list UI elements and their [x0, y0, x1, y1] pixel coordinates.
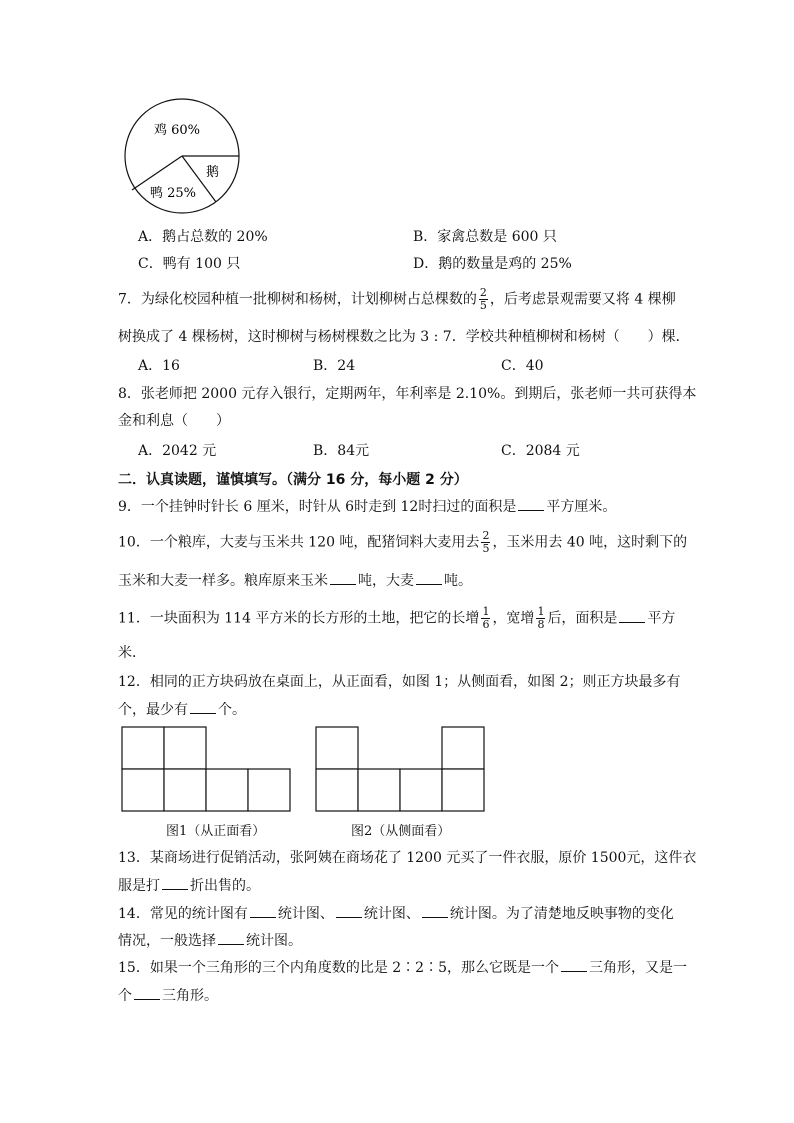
q11-fraction-1: [481, 606, 490, 631]
q11-fraction-2: [536, 606, 545, 631]
q6-option-b[interactable]: B．家禽总数是 600 只: [413, 229, 557, 245]
q7-text-b: ，后考虑景观需要又将 4 棵柳: [489, 291, 676, 308]
figure-2-caption: 图2（从侧面看）: [351, 824, 451, 839]
q10-blank-corn[interactable]: [330, 570, 356, 585]
q10-text-e: 吨。: [444, 573, 472, 589]
q10-blank-barley[interactable]: [416, 570, 442, 585]
q11-frac2-num: 1: [537, 605, 545, 618]
fig2-square: [442, 727, 484, 769]
q6-option-c[interactable]: C．鸭有 100 只: [138, 256, 241, 272]
section-2-title: 二．认真读题，谨慎填写。（满分 16 分，每小题 2 分）: [118, 472, 468, 488]
q15-text-a: 15．如果一个三角形的三个内角度数的比是 2∶2∶5，那么它既是一个: [118, 960, 559, 976]
q7-line2: 树换成了 4 棵杨树，这时柳树与杨树棵数之比为 3 : 7．学校共种植柳树和杨树（ ）棵．: [118, 329, 690, 345]
fig2-square: [358, 769, 400, 811]
q14-text-a: 14．常见的统计图有: [118, 906, 248, 922]
fig1-square: [206, 769, 248, 811]
q15-text-d: 三角形。: [162, 988, 218, 1004]
q14-blank-1[interactable]: [250, 903, 276, 918]
q10-frac-num: 2: [482, 529, 490, 542]
q14-text-e: 情况，一般选择: [118, 933, 216, 949]
fig2-square: [400, 769, 442, 811]
q15-blank-2[interactable]: [134, 985, 160, 1000]
q13-text-a: 服是打: [118, 878, 160, 894]
q7-fraction: [479, 287, 488, 312]
q12-text-a: 个，最少有: [118, 702, 188, 718]
figure-2-side-view: [315, 726, 487, 814]
figure-1-front-view: [121, 726, 293, 814]
q9-text-b: 平方厘米。: [546, 499, 617, 515]
pie-label-duck: 鸭 25%: [150, 186, 197, 201]
fig1-square: [164, 769, 206, 811]
q14-text-f: 统计图。: [246, 933, 302, 949]
q11-frac1-den: 6: [482, 618, 490, 631]
q14-text-c: 统计图、: [363, 906, 420, 922]
q10-text-b: ，玉米用去 40 吨，这时剩下的: [492, 534, 688, 551]
q11-frac2-den: 8: [537, 618, 545, 631]
fig1-square: [122, 727, 164, 769]
q13-blank[interactable]: [162, 875, 188, 890]
q8-option-b[interactable]: B．84元: [313, 443, 370, 459]
q15-text-c: 个: [118, 988, 132, 1004]
q10-text-d: 吨，大麦: [358, 573, 414, 589]
q10-fraction: [481, 530, 490, 555]
q12-text-b: 个。: [218, 702, 246, 718]
q7-option-c[interactable]: C．40: [501, 358, 544, 374]
q7-option-b[interactable]: B．24: [313, 358, 356, 374]
q13-line2: [118, 875, 260, 896]
fig1-square: [164, 727, 206, 769]
q14-blank-2[interactable]: [336, 903, 362, 918]
q13-text-b: 折出售的。: [190, 878, 260, 894]
fig2-square: [316, 769, 358, 811]
q14-line2: [118, 930, 302, 951]
q11-text-d: 平方: [647, 610, 676, 627]
q6-option-a[interactable]: A．鹅占总数的 20%: [138, 229, 268, 245]
q8-option-a[interactable]: A．2042 元: [138, 443, 217, 459]
q14-line1: [118, 903, 674, 924]
q10-text-a: 10．一个粮库，大麦与玉米共 120 吨，配猪饲料大麦用去: [118, 534, 480, 551]
q8-line2: 金和利息（ ）: [118, 413, 230, 429]
q14-blank-3[interactable]: [422, 903, 448, 918]
q9-line: [118, 496, 616, 517]
q11-text-c: 后，面积是: [547, 610, 618, 627]
q7-line1: [118, 287, 676, 312]
q10-text-c: 玉米和大麦一样多。粮库原来玉米: [118, 573, 328, 589]
pie-chart: [120, 96, 244, 216]
q14-blank-4[interactable]: [218, 930, 244, 945]
q7-frac-den: 5: [479, 299, 487, 312]
q7-text-a: 7．为绿化校园种植一批柳树和杨树，计划柳树占总棵数的: [118, 291, 477, 308]
q7-frac-num: 2: [479, 286, 487, 299]
fig1-square: [248, 769, 290, 811]
q12-blank-min[interactable]: [190, 699, 216, 714]
q8-option-c[interactable]: C．2084 元: [501, 443, 580, 459]
q15-blank-1[interactable]: [561, 957, 587, 972]
q11-line2: 米．: [118, 645, 146, 661]
q10-frac-den: 5: [482, 542, 490, 555]
figure-1-caption: 图1（从正面看）: [166, 824, 266, 839]
fig2-square: [316, 727, 358, 769]
q14-text-b: 统计图、: [277, 906, 334, 922]
q11-frac1-num: 1: [482, 605, 490, 618]
pie-label-goose: 鹅: [206, 165, 220, 180]
q14-text-d: 统计图。为了清楚地反映事物的变化: [449, 906, 674, 922]
q9-blank[interactable]: [518, 496, 544, 511]
q10-line1: [118, 530, 687, 555]
q11-line1: [118, 606, 675, 631]
q13-line1: 13．某商场进行促销活动，张阿姨在商场花了 1200 元买了一件衣服，原价 1500元，这件衣: [118, 850, 697, 866]
fig2-square: [442, 769, 484, 811]
q12-line2: [118, 699, 246, 720]
q9-text-a: 9．一个挂钟时针长 6 厘米，时针从 6时走到 12时扫过的面积是: [118, 499, 517, 515]
q11-text-b: ，宽增: [492, 610, 535, 627]
fig1-square: [122, 769, 164, 811]
q15-text-b: 三角形，又是一: [589, 960, 687, 976]
pie-label-chicken: 鸡 60%: [154, 123, 201, 138]
q11-blank[interactable]: [619, 608, 645, 623]
q6-option-d[interactable]: D．鹅的数量是鸡的 25%: [413, 256, 572, 272]
q10-line2: [118, 570, 472, 591]
q15-line1: [118, 957, 687, 978]
q11-text-a: 11．一块面积为 114 平方米的长方形的土地，把它的长增: [118, 610, 480, 627]
q12-line1: 12．相同的正方块码放在桌面上，从正面看，如图 1；从侧面看，如图 2；则正方块最多有: [118, 674, 681, 690]
q15-line2: [118, 985, 218, 1006]
q7-option-a[interactable]: A．16: [138, 358, 180, 374]
q8-line1: 8．张老师把 2000 元存入银行，定期两年，年利率是 2.10%。到期后，张老师一共可获得本: [118, 386, 697, 402]
